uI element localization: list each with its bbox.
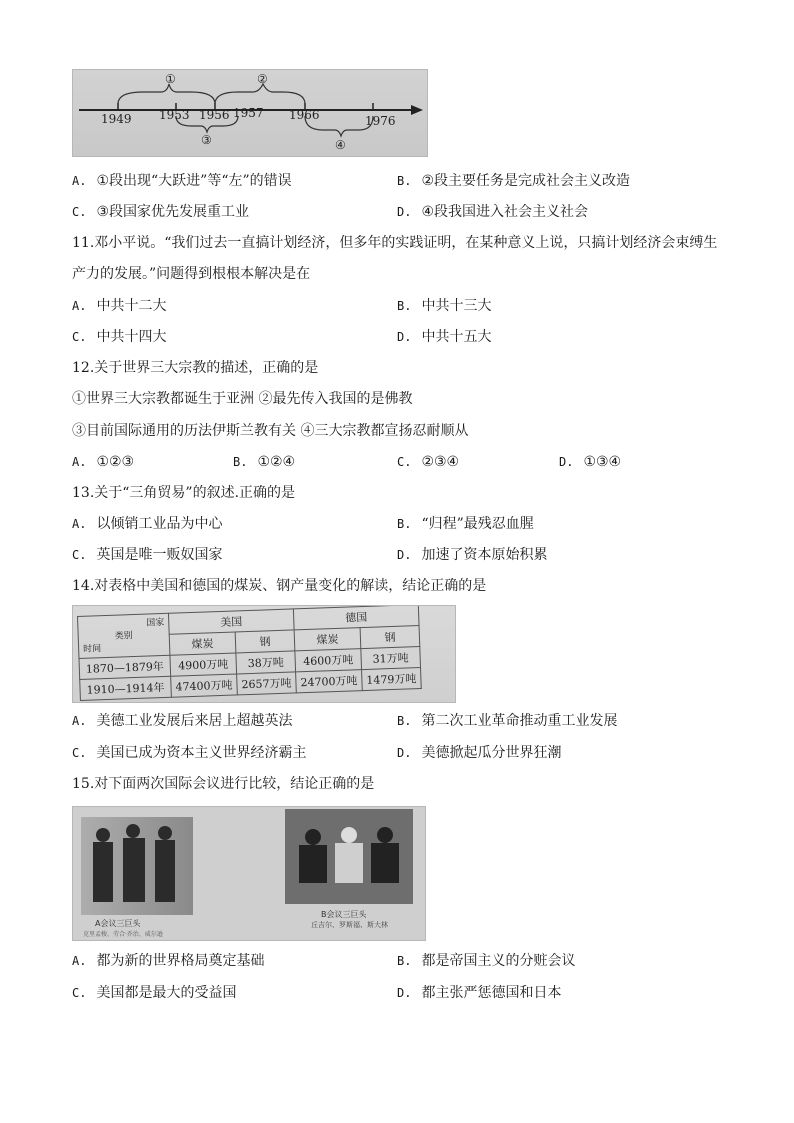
option-text: ①段出现“大跃进”等“左”的错误 [96, 173, 292, 189]
q14-option-b [397, 712, 617, 730]
year-1976: 1976 [365, 114, 396, 128]
option-letter: A. [72, 299, 87, 313]
q12-statement-2: ③目前国际通用的历法伊斯兰教有关 ④三大宗教都宣扬忍耐顺从 [72, 423, 469, 439]
table-cell: 2657万吨 [237, 672, 297, 695]
brace-1 [118, 84, 215, 104]
option-text: 都是帝国主义的分赃会议 [421, 953, 576, 969]
q11-stem-line1: 11.邓小平说。“我们过去一直搞计划经济，但多年的实践证明，在某种意义上说，只搞计划经济会束缚生 [72, 235, 718, 251]
corner-label-category: 类别 [114, 630, 133, 642]
year-1953: 1953 [159, 108, 190, 122]
q10-option-b [397, 172, 630, 190]
q11-option-c [72, 328, 166, 346]
marker-3: ③ [201, 133, 212, 147]
option-text: ④段我国进入社会主义社会 [421, 204, 589, 220]
brace-2 [215, 84, 305, 104]
table-cell: 24700万吨 [296, 670, 363, 693]
timeline-image [72, 69, 428, 157]
year-1957: 1957 [233, 106, 264, 120]
corner-label-country: 国家 [146, 617, 165, 629]
country-header-germany: 德国 [293, 605, 419, 630]
option-text: ③段国家优先发展重工业 [96, 204, 250, 220]
production-table-image [72, 605, 456, 703]
q15-option-c [72, 984, 236, 1002]
option-text: ①③④ [583, 454, 622, 470]
q15-option-a [72, 952, 264, 970]
q15-option-d [397, 984, 561, 1002]
year-1956: 1956 [199, 108, 230, 122]
q14-option-d [397, 744, 561, 762]
conference-photo-pair [73, 807, 425, 940]
table-cell: 4900万吨 [170, 653, 237, 676]
q10-option-a [72, 172, 292, 190]
marker-2: ② [257, 72, 268, 86]
table-cell: 38万吨 [236, 651, 296, 674]
photo-a-caption: A会议三巨头 [95, 919, 141, 928]
option-letter: C. [72, 986, 87, 1000]
option-letter: B. [397, 299, 412, 313]
option-letter: B. [397, 714, 412, 728]
q14-option-c [72, 744, 306, 762]
option-text: 中共十四大 [96, 329, 167, 345]
table-cell-period: 1870—1879年 [79, 655, 171, 679]
photo-b-caption: B会议三巨头 [321, 910, 367, 919]
option-letter: A. [72, 455, 87, 469]
conference-photos [72, 806, 426, 941]
option-text: 美德工业发展后来居上超越英法 [96, 713, 293, 729]
option-letter: B. [397, 517, 412, 531]
option-text: “归程”最残忍血腥 [421, 516, 534, 532]
q15-stem: 15.对下面两次国际会议进行比较，结论正确的是 [72, 776, 375, 792]
marker-4: ④ [335, 138, 346, 152]
option-letter: C. [72, 205, 87, 219]
category-header: 钢 [235, 630, 295, 653]
production-table [77, 605, 422, 701]
option-text: ①②③ [96, 454, 135, 470]
country-header-usa: 美国 [168, 609, 294, 634]
marker-1: ① [165, 72, 176, 86]
table-cell: 1479万吨 [362, 668, 422, 691]
option-text: 美国已成为资本主义世界经济霸主 [96, 745, 307, 761]
option-letter: A. [72, 954, 87, 968]
q11-stem-line2: 产力的发展。”问题得到根根本解决是在 [72, 266, 311, 282]
option-text: 加速了资本原始积累 [421, 547, 548, 563]
q12-option-c [397, 453, 459, 471]
option-letter: C. [72, 548, 87, 562]
q14-stem: 14.对表格中美国和德国的煤炭、钢产量变化的解读，结论正确的是 [72, 578, 487, 594]
option-text: 都为新的世界格局奠定基础 [96, 953, 265, 969]
option-text: 中共十二大 [96, 298, 167, 314]
option-letter: A. [72, 174, 87, 188]
corner-label-time: 时间 [82, 643, 102, 655]
table-cell-period: 1910—1914年 [80, 676, 172, 700]
option-letter: D. [397, 205, 412, 219]
option-letter: B. [397, 954, 412, 968]
q11-option-b [397, 297, 491, 315]
year-1966: 1966 [289, 108, 320, 122]
option-letter: A. [72, 517, 87, 531]
q15-option-b [397, 952, 575, 970]
category-header: 煤炭 [169, 632, 236, 655]
option-letter: A. [72, 714, 87, 728]
option-letter: C. [72, 330, 87, 344]
option-letter: D. [559, 455, 574, 469]
photo-b-subcaption: 丘吉尔、罗斯福、斯大林 [311, 921, 388, 929]
q11-option-a [72, 297, 166, 315]
q11-option-d [397, 328, 491, 346]
option-letter: C. [72, 746, 87, 760]
q13-option-a [72, 515, 222, 533]
table-cell: 4600万吨 [295, 649, 362, 672]
q10-option-d [397, 203, 588, 221]
option-letter: D. [397, 746, 412, 760]
option-letter: B. [233, 455, 248, 469]
q13-option-c [72, 546, 222, 564]
option-letter: B. [397, 174, 412, 188]
category-header: 煤炭 [294, 628, 361, 651]
option-text: 中共十五大 [421, 329, 492, 345]
timeline-diagram [73, 70, 427, 156]
photo-a-subcaption: 克里孟梭、劳合·乔治、威尔逊 [83, 931, 163, 938]
q14-option-a [72, 712, 292, 730]
table-cell: 31万吨 [361, 647, 421, 670]
option-letter: D. [397, 986, 412, 1000]
q12-option-d [559, 453, 621, 471]
option-text: ②③④ [421, 454, 460, 470]
q12-option-b [233, 453, 295, 471]
q12-option-a [72, 453, 134, 471]
table-corner [78, 613, 170, 658]
option-text: 中共十三大 [421, 298, 492, 314]
q12-statement-1: ①世界三大宗教都诞生于亚洲 ②最先传入我国的是佛教 [72, 391, 413, 407]
q13-option-b [397, 515, 534, 533]
option-text: 都主张严惩德国和日本 [421, 985, 562, 1001]
option-text: 英国是唯一贩奴国家 [96, 547, 223, 563]
option-text: 以倾销工业品为中心 [96, 516, 223, 532]
option-text: ②段主要任务是完成社会主义改造 [421, 173, 631, 189]
option-text: ①②④ [257, 454, 296, 470]
option-letter: D. [397, 548, 412, 562]
q10-option-c [72, 203, 249, 221]
year-1949: 1949 [101, 112, 132, 126]
category-header: 钢 [360, 626, 420, 649]
q13-stem: 13.关于“三角贸易”的叙述.正确的是 [72, 485, 296, 501]
option-text: 第二次工业革命推动重工业发展 [421, 713, 618, 729]
q12-stem: 12.关于世界三大宗教的描述，正确的是 [72, 360, 319, 376]
option-text: 美德掀起瓜分世界狂潮 [421, 745, 562, 761]
option-letter: D. [397, 330, 412, 344]
table-cell: 47400万吨 [171, 674, 238, 697]
q13-option-d [397, 546, 547, 564]
option-letter: C. [397, 455, 412, 469]
option-text: 美国都是最大的受益国 [96, 985, 237, 1001]
